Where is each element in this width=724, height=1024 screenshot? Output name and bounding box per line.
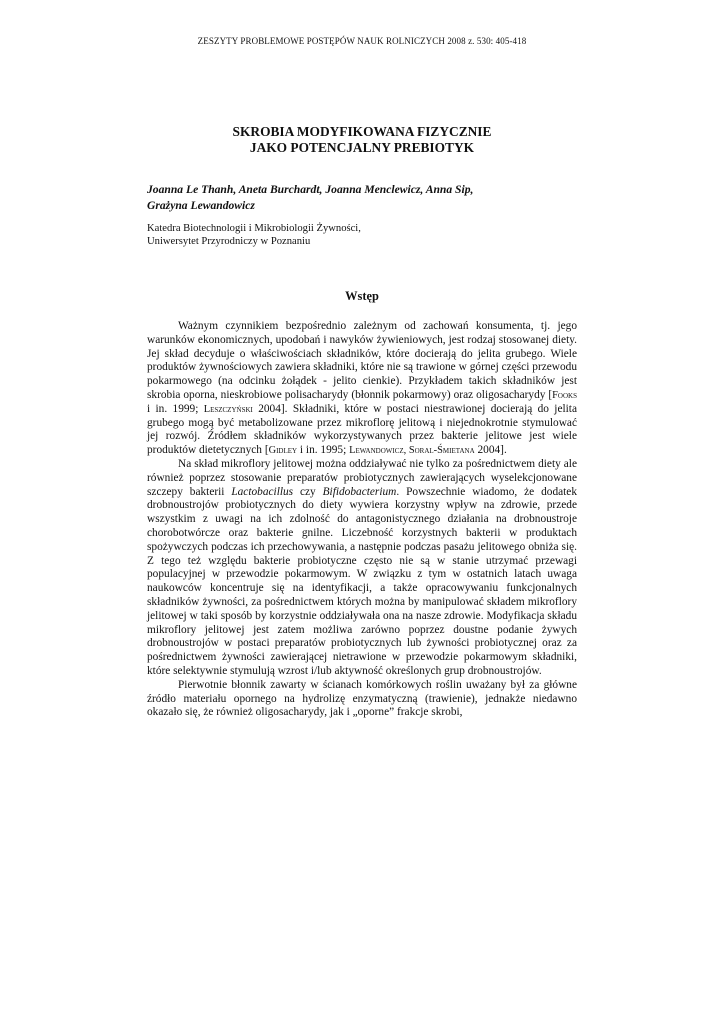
- paragraph-3-text: Pierwotnie błonnik zawarty w ścianach komórkowych roślin uważany był za główne źródło materiału opornego na hydrolizę enzymatyczną (trawienie), jednakże niedawno okazało się, że również oligosacharydy, jak i „oporne” frakcje skrobi,: [147, 678, 577, 719]
- affiliation-line-1: Katedra Biotechnologii i Mikrobiologii Żywności,: [147, 223, 361, 234]
- body-text: [147, 320, 577, 720]
- citation-text: 2004].: [474, 444, 507, 457]
- genus-name: Bifidobacterium: [322, 485, 397, 498]
- section-heading: Wstęp: [345, 289, 379, 303]
- citation-author: Lewandowicz, Soral-Śmietana: [349, 445, 475, 457]
- author-list: [147, 182, 587, 214]
- affiliation: [147, 222, 587, 248]
- paragraph-3: [147, 679, 577, 720]
- paragraph-2-text: czy: [293, 485, 323, 498]
- running-header: ZESZYTY PROBLEMOWE POSTĘPÓW NAUK ROLNICZYCH 2008 z. 530: 405-418: [197, 36, 527, 46]
- author-list-line-2: Grażyna Lewandowicz: [147, 199, 255, 212]
- citation-author: Gidley: [268, 445, 298, 457]
- citation-text: i in. 1999;: [147, 402, 204, 415]
- paragraph-1: [147, 320, 577, 458]
- paragraph-2-text: . Powszechnie wiadomo, że dodatek drobnoustrojów probiotycznych do diety wywiera korzystny wpływ na zdrowie, przede wszystkim z uwagi na ich zdolność do antagonistycznego działania na drobnoustroje chorobotwórcze oraz bakterie gnilne. Liczebność korzystnych bakterii w produktach spożywczych podczas ich przechowywania, a następnie podczas pasażu jelitowego obniża się. Z tego też względu bakterie probiotyczne często nie są w stanie utrzymać przewagi populacyjnej w przewodzie pokarmowym. W związku z tym w ostatnich latach uwaga naukowców koncentruje się na identyfikacji, a także opracowywaniu funkcjonalnych składników żywności, za pośrednictwem których można by manipulować składem mikroflory jelitowej w taki sposób by korzystnie oddziaływała ona na nasze zdrowie. Modyfikacja składu mikroflory jelitowej jest zatem możliwa zarówno poprzez doustne podanie żywych drobnoustrojów w postaci preparatów probiotycznych lub żywności probiotycznej oraz za pośrednictwem żywności zawierającej nietrawione w przewodzie pokarmowym składniki, które selektywnie stymulują wzrost i/lub aktywność określonych grup drobnoustrojów.: [147, 485, 578, 677]
- citation-text: i in. 1995;: [297, 444, 350, 457]
- paragraph-2: [147, 458, 577, 679]
- genus-name: Lactobacillus: [231, 485, 294, 498]
- citation-author: Leszczyński: [203, 403, 253, 415]
- article-title: [0, 124, 724, 156]
- paragraph-1-text: 2004]. Składniki, które w postaci niestrawionej docierają do jelita grubego mogą być metabolizowane przez mikroflorę jelitową i niejednokrotnie stymulować jej rozwój. Źródłem składników wykorzystywanych przez bakterie jelitowe jest wiele produktów dietetycznych [: [147, 402, 577, 457]
- paragraph-1-text: Ważnym czynnikiem bezpośrednio zależnym od zachowań konsumenta, tj. jego warunków ekonomicznych, upodobań i nawyków żywieniowych, jest rodzaj stosowanej diety. Jej skład decyduje o właściwościach składników, które docierają do jelita grubego. Wiele produktów żywnościowych zawiera składniki, które nie są trawione w górnej części przewodu pokarmowego (na odcinku żołądek - jelito cienkie). Przykładem takich składników jest skrobia oporna, nieskrobiowe polisacharydy (błonnik pokarmowy) oraz oligosacharydy [: [147, 320, 577, 401]
- affiliation-line-2: Uniwersytet Przyrodniczy w Poznaniu: [147, 236, 311, 247]
- article-title-line-2: JAKO POTENCJALNY PREBIOTYK: [249, 140, 475, 155]
- author-list-line-1: Joanna Le Thanh, Aneta Burchardt, Joanna Menclewicz, Anna Sip,: [147, 183, 474, 196]
- article-title-line-1: SKROBIA MODYFIKOWANA FIZYCZNIE: [232, 124, 492, 139]
- citation-author: Fooks: [552, 389, 577, 401]
- paragraph-2-text: Na skład mikroflory jelitowej można oddziaływać nie tylko za pośrednictwem diety ale również poprzez stosowanie preparatów probiotycznych zawierających wyselekcjonowane szczepy bakterii: [147, 457, 577, 498]
